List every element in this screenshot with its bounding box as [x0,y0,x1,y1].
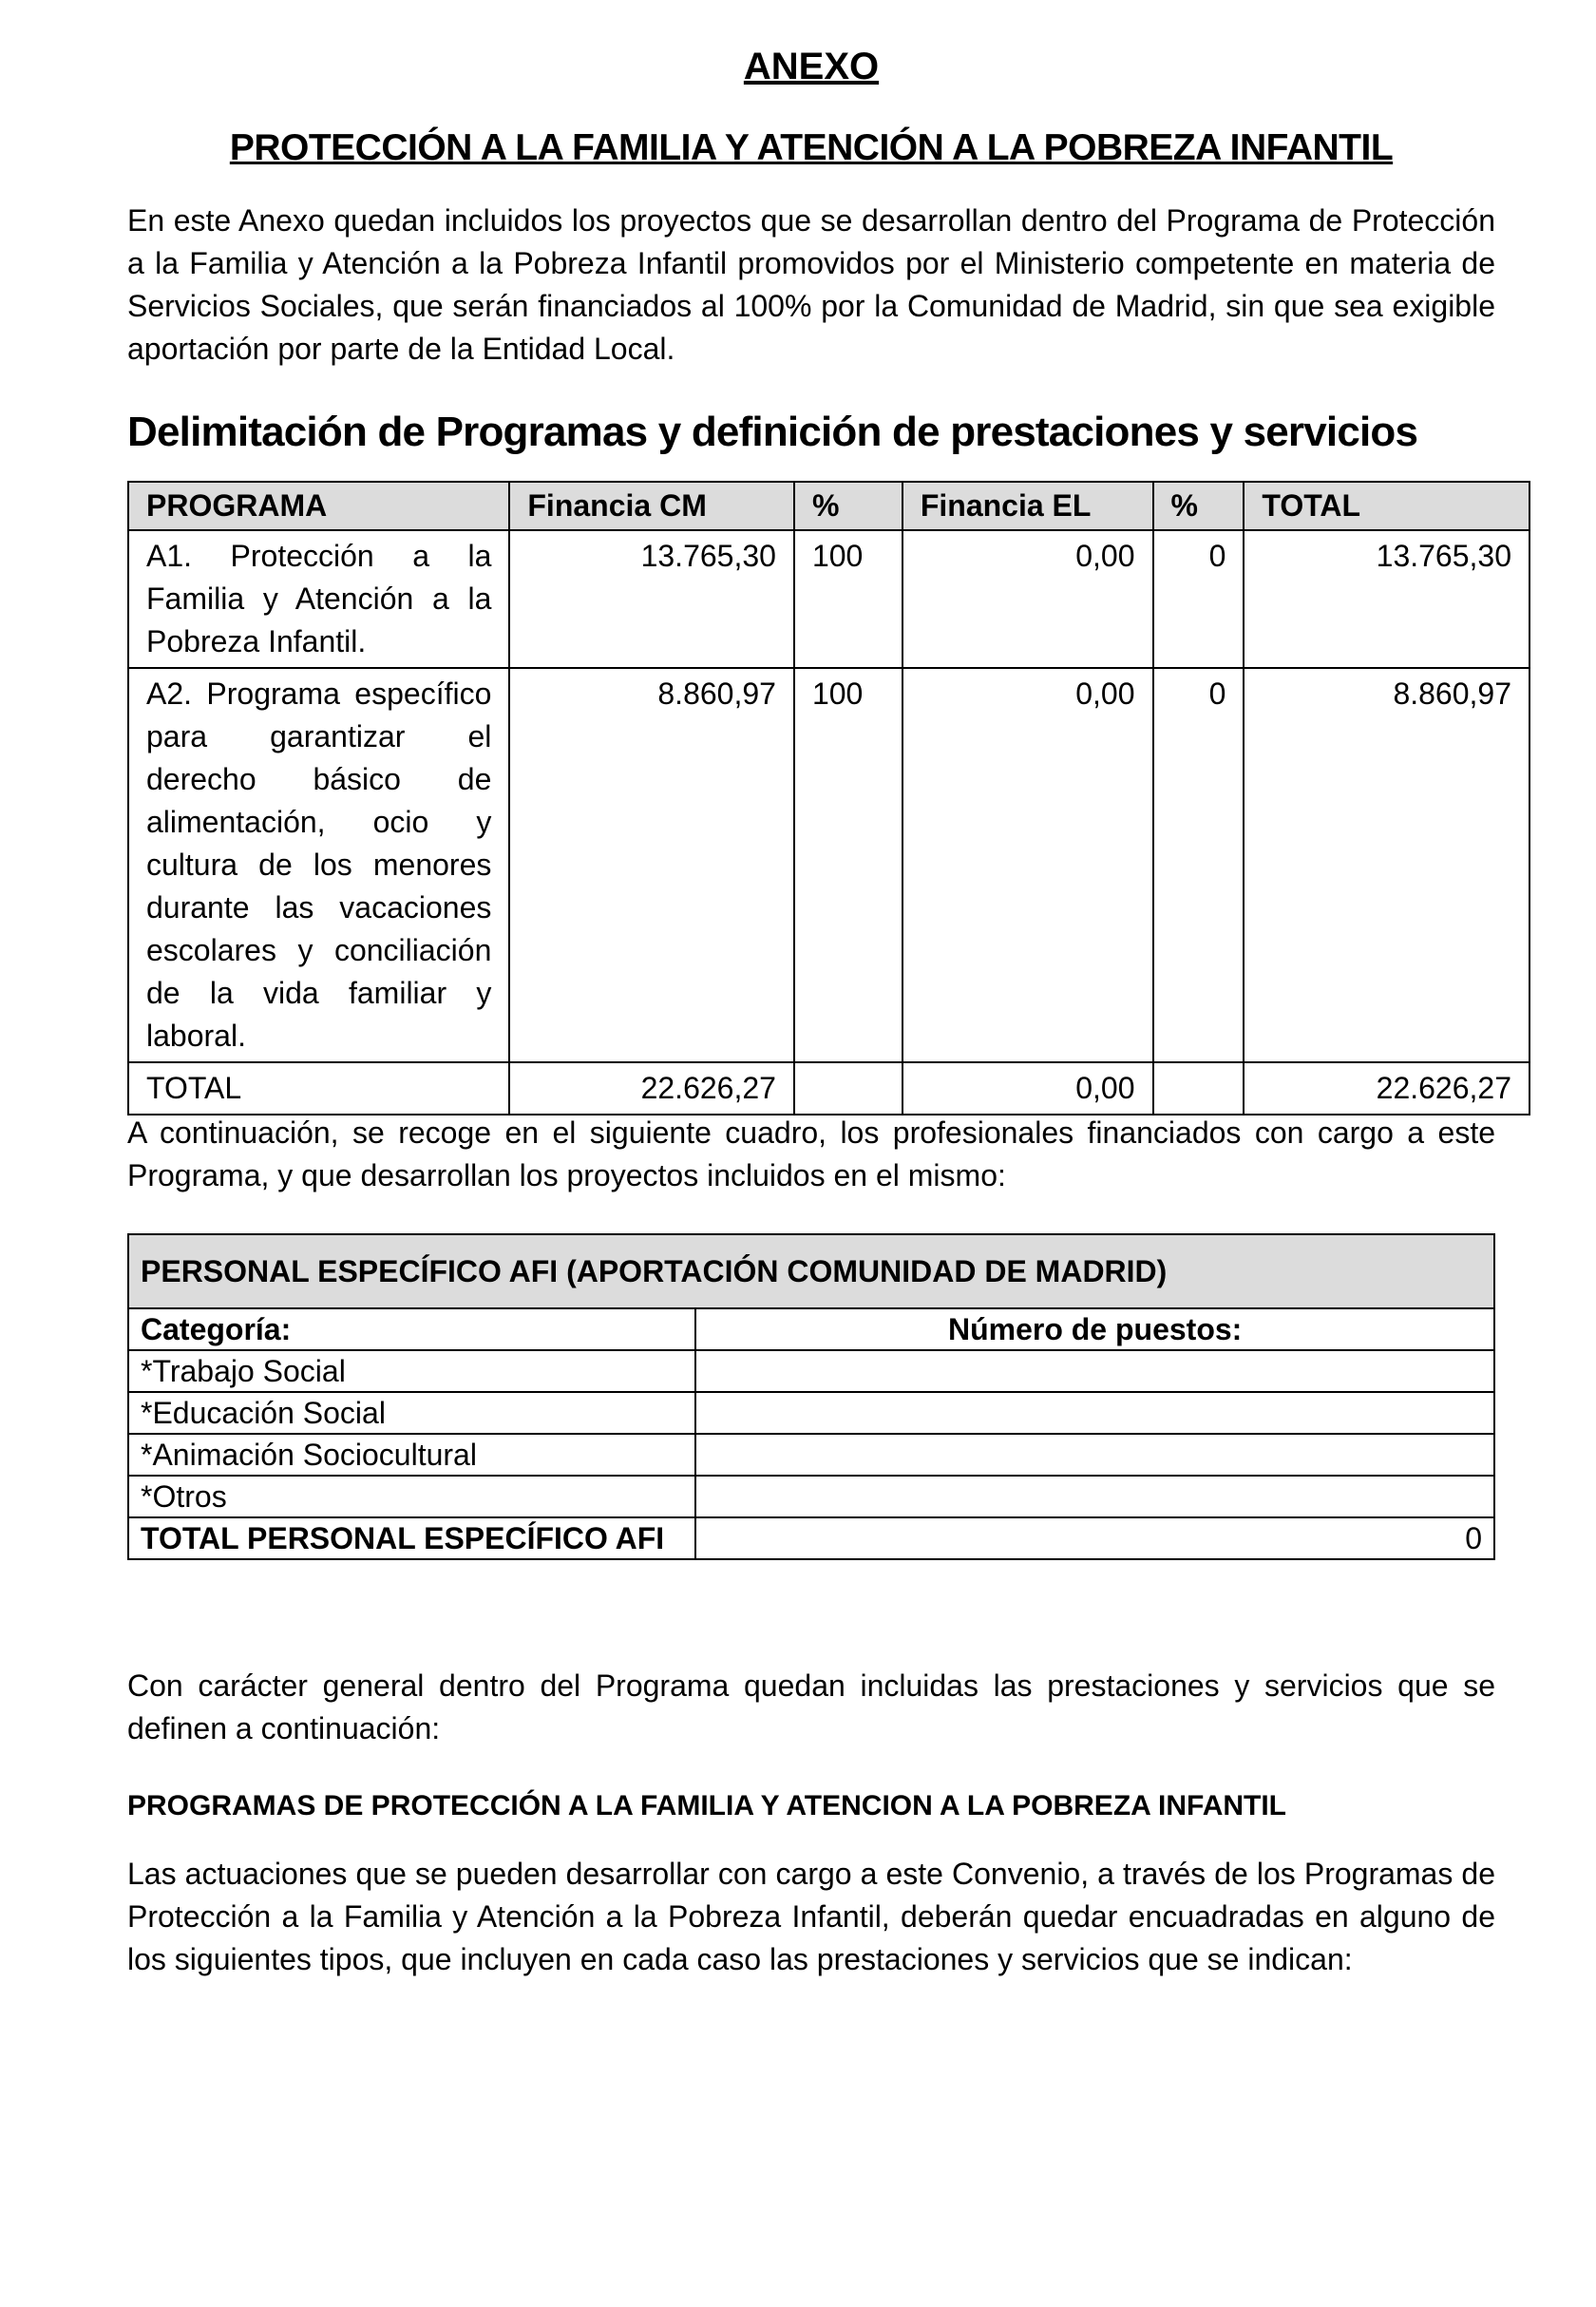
financia-el: 0,00 [902,1062,1153,1115]
staff-category: *Trabajo Social [128,1350,695,1392]
header-financia-cm: Financia CM [509,482,794,530]
header-categoria: Categoría: [128,1308,695,1350]
staff-table-header [128,1308,1494,1350]
financia-cm: 8.860,97 [509,668,794,1062]
table-row [128,1350,1494,1392]
header-numero-puestos: Número de puestos: [695,1308,1494,1350]
table-row [128,1434,1494,1476]
staff-total-label: TOTAL PERSONAL ESPECÍFICO AFI [128,1517,695,1559]
total-value: 22.626,27 [1244,1062,1530,1115]
pct-el: 0 [1153,530,1244,668]
program-table [127,481,1530,1115]
staff-category: *Otros [128,1476,695,1517]
header-programa: PROGRAMA [128,482,509,530]
table-row [128,1476,1494,1517]
staff-category: *Animación Sociocultural [128,1434,695,1476]
financia-el: 0,00 [902,530,1153,668]
staff-total-row [128,1517,1494,1559]
staff-intro-paragraph: A continuación, se recoge en el siguiente cuadro, los profesionales financiados con cargo a este Programa, y que desarrollan los proyectos incluidos en el mismo: [127,1115,1495,1192]
staff-positions [695,1350,1494,1392]
staff-positions [695,1476,1494,1517]
staff-table-title: PERSONAL ESPECÍFICO AFI (APORTACIÓN COMUNIDAD DE MADRID) [128,1234,1494,1308]
table-row-total [128,1062,1530,1115]
staff-category: *Educación Social [128,1392,695,1434]
staff-positions [695,1392,1494,1434]
staff-table-title-row [128,1234,1494,1308]
page-subtitle: PROTECCIÓN A LA FAMILIA Y ATENCIÓN A LA POBREZA INFANTIL [229,127,1394,168]
total-label: TOTAL [128,1062,509,1115]
pct-el: 0 [1153,668,1244,1062]
closing-paragraph: Las actuaciones que se pueden desarrollar con cargo a este Convenio, a través de los Programas de Protección a la Familia y Atención a la Pobreza Infantil, deberán quedar encuadradas en alguno de los siguientes tipos, que incluyen en cada caso las prestaciones y servicios que se indican: [127,1857,1495,1976]
table-row [128,668,1530,1062]
financia-cm: 13.765,30 [509,530,794,668]
program-name: A2. Programa específico para garantizar el derecho básico de alimentación, ocio y cultura de los menores durante las vacaciones escolares y conciliación de la vida familiar y laboral. [128,668,509,1062]
pct-cm [794,1062,902,1115]
total-value: 13.765,30 [1244,530,1530,668]
staff-table [127,1233,1495,1560]
financia-el: 0,00 [902,668,1153,1062]
staff-positions [695,1434,1494,1476]
table-row [128,530,1530,668]
header-total: TOTAL [1244,482,1530,530]
intro-paragraph: En este Anexo quedan incluidos los proyectos que se desarrollan dentro del Programa de Protección a la Familia y Atención a la Pobreza Infantil promovidos por el Ministerio competente en materia de Servicios Sociales, que serán financiados al 100% por la Comunidad de Madrid, sin que sea exigible aportación por parte de la Entidad Local. [127,203,1495,366]
pct-cm: 100 [794,530,902,668]
table-row [128,1392,1494,1434]
header-financia-el: Financia EL [902,482,1153,530]
programs-heading: PROGRAMAS DE PROTECCIÓN A LA FAMILIA Y ATENCION A LA POBREZA INFANTIL [127,1790,1287,1821]
section-heading: Delimitación de Programas y definición de prestaciones y servicios [127,409,1418,455]
pct-el [1153,1062,1244,1115]
header-pct-cm: % [794,482,902,530]
financia-cm: 22.626,27 [509,1062,794,1115]
page-title: ANEXO [743,46,880,87]
total-value: 8.860,97 [1244,668,1530,1062]
pct-cm: 100 [794,668,902,1062]
staff-total-value: 0 [695,1517,1494,1559]
program-table-header [128,482,1530,530]
program-name: A1. Protección a la Familia y Atención a la Pobreza Infantil. [128,530,509,668]
header-pct-el: % [1153,482,1244,530]
general-paragraph: Con carácter general dentro del Programa quedan incluidas las prestaciones y servicios que se definen a continuación: [127,1668,1495,1745]
